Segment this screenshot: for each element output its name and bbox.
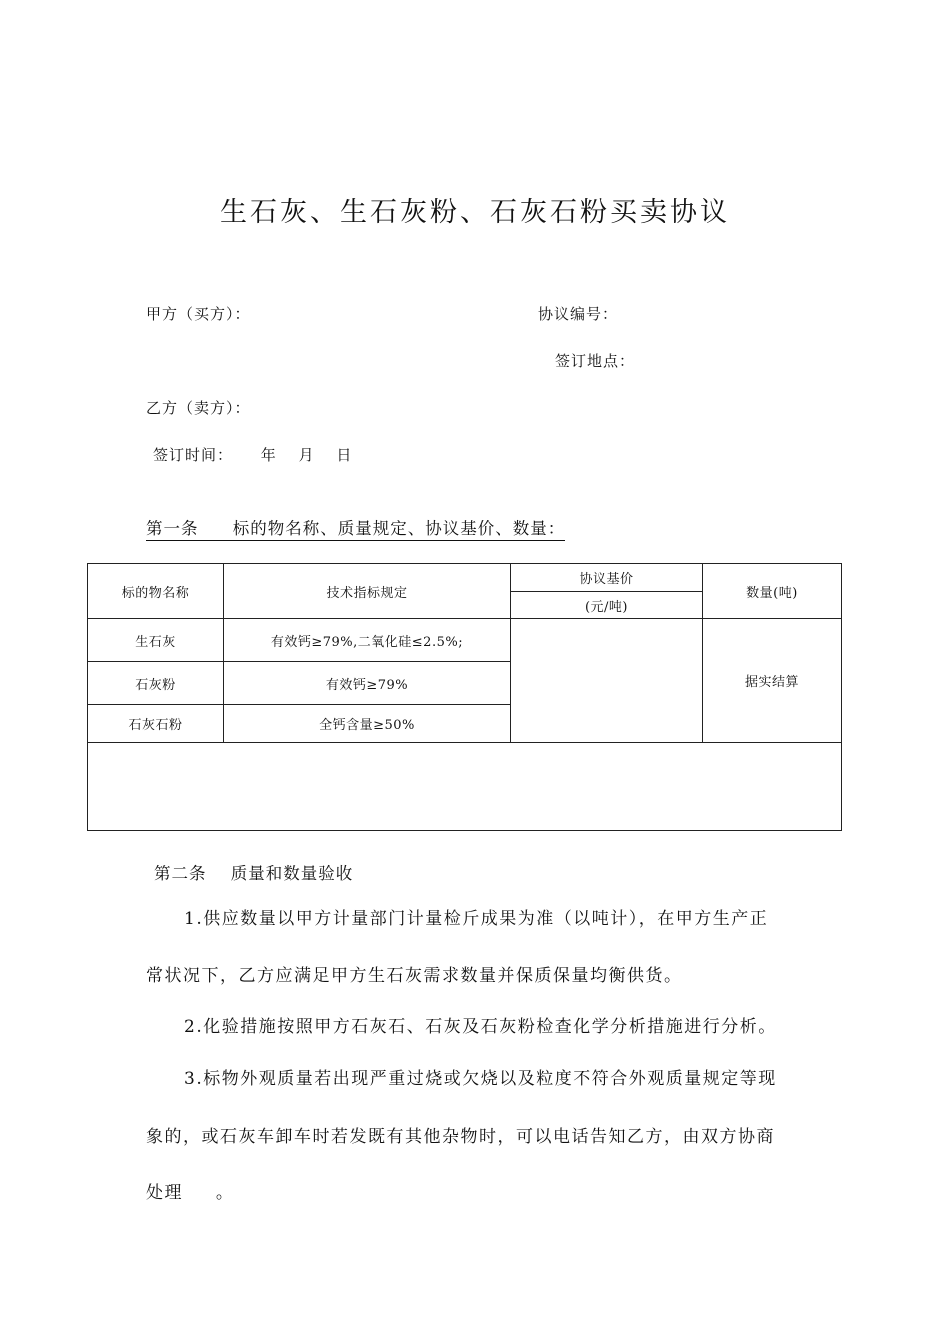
clause-1-line-2: 常状况下，乙方应满足甲方生石灰需求数量并保质保量均衡供货。 (146, 966, 683, 986)
article-2-number: 第二条 (154, 864, 207, 883)
clause-2: 2.化验措施按照甲方石灰石、石灰及石灰粉检查化学分析措施进行分析。 (184, 1017, 777, 1037)
sign-year: 年 (260, 446, 277, 464)
table-empty-row (88, 743, 842, 831)
row-spec: 有效钙≥79% (224, 662, 511, 705)
row-name: 石灰粉 (88, 662, 224, 705)
party-a-label: 甲方（买方）： (146, 305, 251, 323)
sign-month: 月 (298, 446, 315, 464)
article-1-heading (146, 515, 565, 541)
clause-3-word: 处理 (146, 1183, 183, 1203)
row-spec: 全钙含量≥50% (224, 705, 511, 743)
agreement-number-label: 协议编号： (538, 305, 619, 323)
document-title: 生石灰、生石灰粉、石灰石粉买卖协议 (220, 197, 730, 228)
party-b-label: 乙方（卖方）： (146, 399, 251, 417)
empty-cell (88, 743, 842, 831)
header-price-unit: (元/吨) (511, 592, 703, 619)
header-quantity: 数量(吨) (703, 564, 842, 619)
clause-3-line-1: 3.标物外观质量若出现严重过烧或欠烧以及粒度不符合外观质量规定等现 (184, 1069, 777, 1089)
sign-time-row (153, 444, 352, 465)
sign-time-label: 签订时间： (153, 446, 234, 464)
quantity-cell: 据实结算 (703, 619, 842, 743)
header-price: 协议基价 (511, 564, 703, 592)
header-name: 标的物名称 (88, 564, 224, 619)
clause-1-line-1: 1.供应数量以甲方计量部门计量检斤成果为准（以吨计），在甲方生产正 (184, 909, 769, 929)
article-2-heading (154, 860, 353, 884)
sign-place-label: 签订地点： (555, 352, 636, 370)
article-2-title: 质量和数量验收 (230, 864, 354, 883)
article-1-number: 第一条 (146, 519, 199, 538)
article-1-title: 标的物名称、质量规定、协议基价、数量： (232, 519, 566, 538)
sign-day: 日 (336, 446, 353, 464)
price-cell (511, 619, 703, 743)
header-spec: 技术指标规定 (224, 564, 511, 619)
clause-3-period: 。 (215, 1183, 235, 1203)
clause-3-line-2: 象的，或石灰车卸车时若发既有其他杂物时，可以电话告知乙方，由双方协商 (146, 1127, 775, 1147)
spec-table (87, 563, 842, 831)
row-spec: 有效钙≥79%,二氧化硅≤2.5%; (224, 619, 511, 662)
clause-3-line-3 (146, 1185, 234, 1202)
table-row (88, 619, 842, 662)
row-name: 石灰石粉 (88, 705, 224, 743)
row-name: 生石灰 (88, 619, 224, 662)
